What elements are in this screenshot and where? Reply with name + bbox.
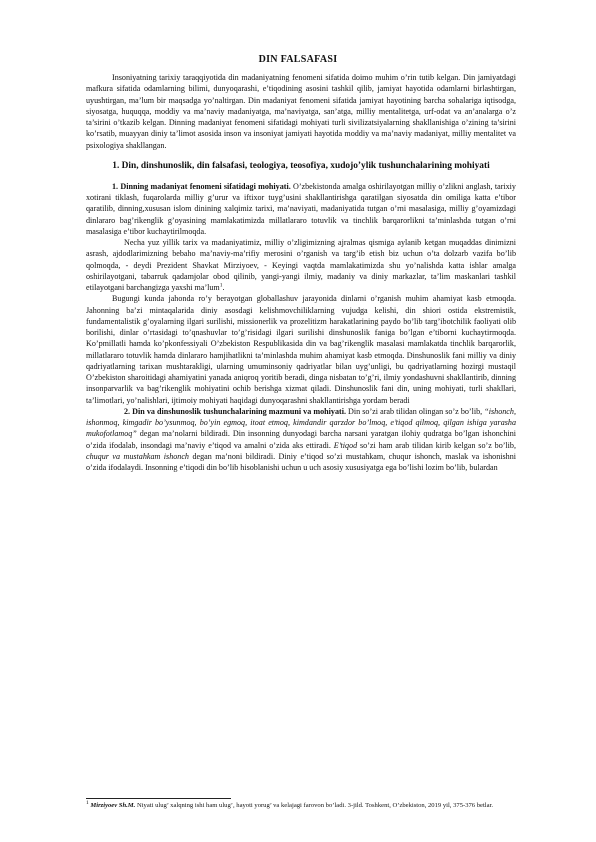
document-title: DIN FALSAFASI [258, 54, 338, 65]
footnote-author: Mirziyoev Sh.M. [90, 802, 136, 809]
subsection-2-label: 2. Din va dinshunoslik tushunchalarining mazmuni va mohiyati. [124, 406, 346, 416]
intro-paragraph: Insoniyatning tarixiy taraqqiyotida din madaniyatning fenomeni sifatida doimo muhim o’rin tutib kelgan. Din jamiyatdagi mafkura sifatida odamlarning bilimi, dunyoqarashi, e’tiqodining asosini tashkil qilib, jamiyat hayotida odamlarni birlashtirgan, uyushtirgan, ma’lum bir maqsadga yo’naltirgan. Din madaniyat fenomeni sifatida jamiyat hayotining barcha sohalariga iqtisodga, siyosatga, huquqqa, moddiy va ma’naviy madaniyatga, ma’naviyatga, san’atga, milliy mentalitetga, urf-odat va an’analarga o’z ta’sirini o’tkazib kelgan. Dinning madaniyat fenomeni sifatidagi mohiyati turli sivilizatsiyalarning shakllanishiga o’zining ta’sirini ko’rsatib, muayyan diniy ta’limot asosida inson va insoniyat jamiyati hayotida moddiy va ma’naviy madaniyat, milliy mentalitet va psixologiya shakllangan. [86, 73, 516, 150]
footnote-number: 1 [86, 799, 89, 806]
footnote [86, 801, 516, 811]
etiqod-term: E’tiqod [333, 440, 358, 450]
president-quote-paragraph [86, 237, 516, 293]
footnote-text: Niyati ulug’ xalqning ishi ham ulug’, hayoti yorug’ va kelajagi farovon bo’ladi. 3-jild. Toshkent, O’zbekiston, 2019 yil, 375-376 betlar. [135, 802, 494, 809]
subsection-2-text-c: so’zi ham arab tilidan kirib kelgan so’z bo’lib, [357, 440, 517, 450]
subsection-2-paragraph [86, 406, 516, 474]
chuqur-ishonch-term: chuqur va mustahkam ishonch [86, 451, 189, 461]
section-heading: 1. Din, dinshunoslik, din falsafasi, teologiya, teosofiya, xudojo’ylik tushunchalarining mohiyati [112, 160, 490, 171]
globalization-paragraph: Bugungi kunda jahonda ro’y berayotgan globallashuv jarayonida dinlarni o’rganish muhim ahamiyat kasb etmoqda. Jahonning ba’zi mintaqalarida diniy asosdagi kelishmovchiliklarning vujudga kelishi, din shiori ostida ekstremistik, fundamentalistik g’oyalarning ilgari surilishi, missionerlik va prozelitizm harakatlarining paydo bo’lib targ’ibotchilik faoliyati olib borilishi, dinlar o’rtasidagi to’qnashuvlar to’g’risidagi ilgari surilishi dinshunoslik faniga bo’lgan e’tiborni kuchaytirmoqda. Ko’pmillatli hamda ko’pkonfessiyali O’zbekiston Respublikasida din va bag’rikenglik masalasi mamlakatda tinchlik barqarorlik, millatlararo totuvlik hamda dinlararo hamjihatlikni ta’minlashda muhim ahamiyat kasb etmoqda. Dinshunoslik fani milliy va diniy qadriyatlarning tarixan mushtarakligi, ularning umuminsoniy qadriyatlar bilan uyg’unligi, bu qadriyatlarning hozirgi mustaqil O’zbekiston sharoitidagi ahamiyatini yanada aniqroq yoritib beradi, dinga nisbatan to’g’ri, ilmiy yondashuvni shakllantirib, dinning insonparvarlik va bag’rikenglik mohiyatini ochib berishga xizmat qiladi. Dinshunoslik fani din, uning mohiyati, turli shakllari, ta’limotlari, yo’nalishlari, ijtimoiy mohiyati haqidagi dunyoqarashni shakllantirishga yordam beradi [86, 294, 516, 405]
subsection-1-paragraph [86, 181, 516, 237]
din-meaning-quote: “ishonch, ishonmoq, kimgadir bo’ysunmoq, bo’yin egmoq, itoat etmoq, kimdandir qarzdor bo’lmoq, e’tiqod qilmoq, qilgan ishiga yarasha mukofotlamoq” [86, 406, 516, 439]
subsection-2-text-a: Din so’zi arab tilidan olingan so’z bo’lib, [345, 406, 485, 416]
footnote-separator [86, 798, 231, 799]
president-quote-end: . [222, 283, 225, 292]
subsection-1-label: 1. Dinning madaniyat fenomeni sifatidagi mohiyati. [112, 181, 291, 191]
document-body [86, 72, 516, 473]
footnote-ref[interactable]: 1 [219, 282, 223, 289]
subsection-2-text-b: degan ma’nolarni bildiradi. Din insonning dunyodagi barcha narsani yaratgan ilohiy qudratga bo’lgan ishonchini o’zida ifodalab, insondagi ma’naviy e’tiqod va amalni o’zida aks ettiradi. [86, 429, 516, 450]
president-quote-text: Necha yuz yillik tarix va madaniyatimiz, milliy o’zligimizning ajralmas qismiga aylanib ketgan muqaddas dinimizni asrash, ajdodlarimizning bebaho ma’naviy-ma’rifiy merosini o’rganish va targ’ib etish biz uchun o’ta dolzarb vazifa bo’lib qolmoqda, - deydi Prezident Shavkat Mirziyoev, - Keyingi vaqtda mamlakatimizda shu yo’nalishda katta ishlar amalga oshirilayotgani, tabarruk qadamjolar obod qilinib, yangi-yangi ilmiy, madaniy va diniy markazlar, ta’lim maskanlari tashkil etilayotgani barchangizga yaxshi ma’lum [86, 238, 516, 292]
subsection-1-text: O’zbekistonda amalga oshirilayotgan milliy o’zlikni anglash, tarixiy xotirani tiklash, fuqarolarda milliy g’urur va iftixor tuyg’usini shakllantirishga qaratilgan siyosatda din omiliga katta e’tibor qaratilib, dinning,xususan islom dinining xalqimiz tarixi, ma’naviyati, madaniyatida tutgan o’rni masalasiga, milliy g’oyamizdagi dinlararo bag’rikenglik g’oyasining mamlakatimizda millatlararo totuvlik va tinchlik barqarorlikni ta’minlashda tutgan o’rni masalasiga e’tibor kuchaytirilmoqda. [86, 181, 516, 236]
subsection-2-text-d: degan ma’noni bildiradi. Diniy e’tiqod so’zi mustahkam, chuqur ishonch, maslak va ishonishni o’zida ifodalaydi. Insonning e’tiqodi din bo’lib hisoblanishi uchun u uch asosiy xususiyatga ega bo’lishi lozim bo’lib, bulardan [86, 451, 516, 472]
